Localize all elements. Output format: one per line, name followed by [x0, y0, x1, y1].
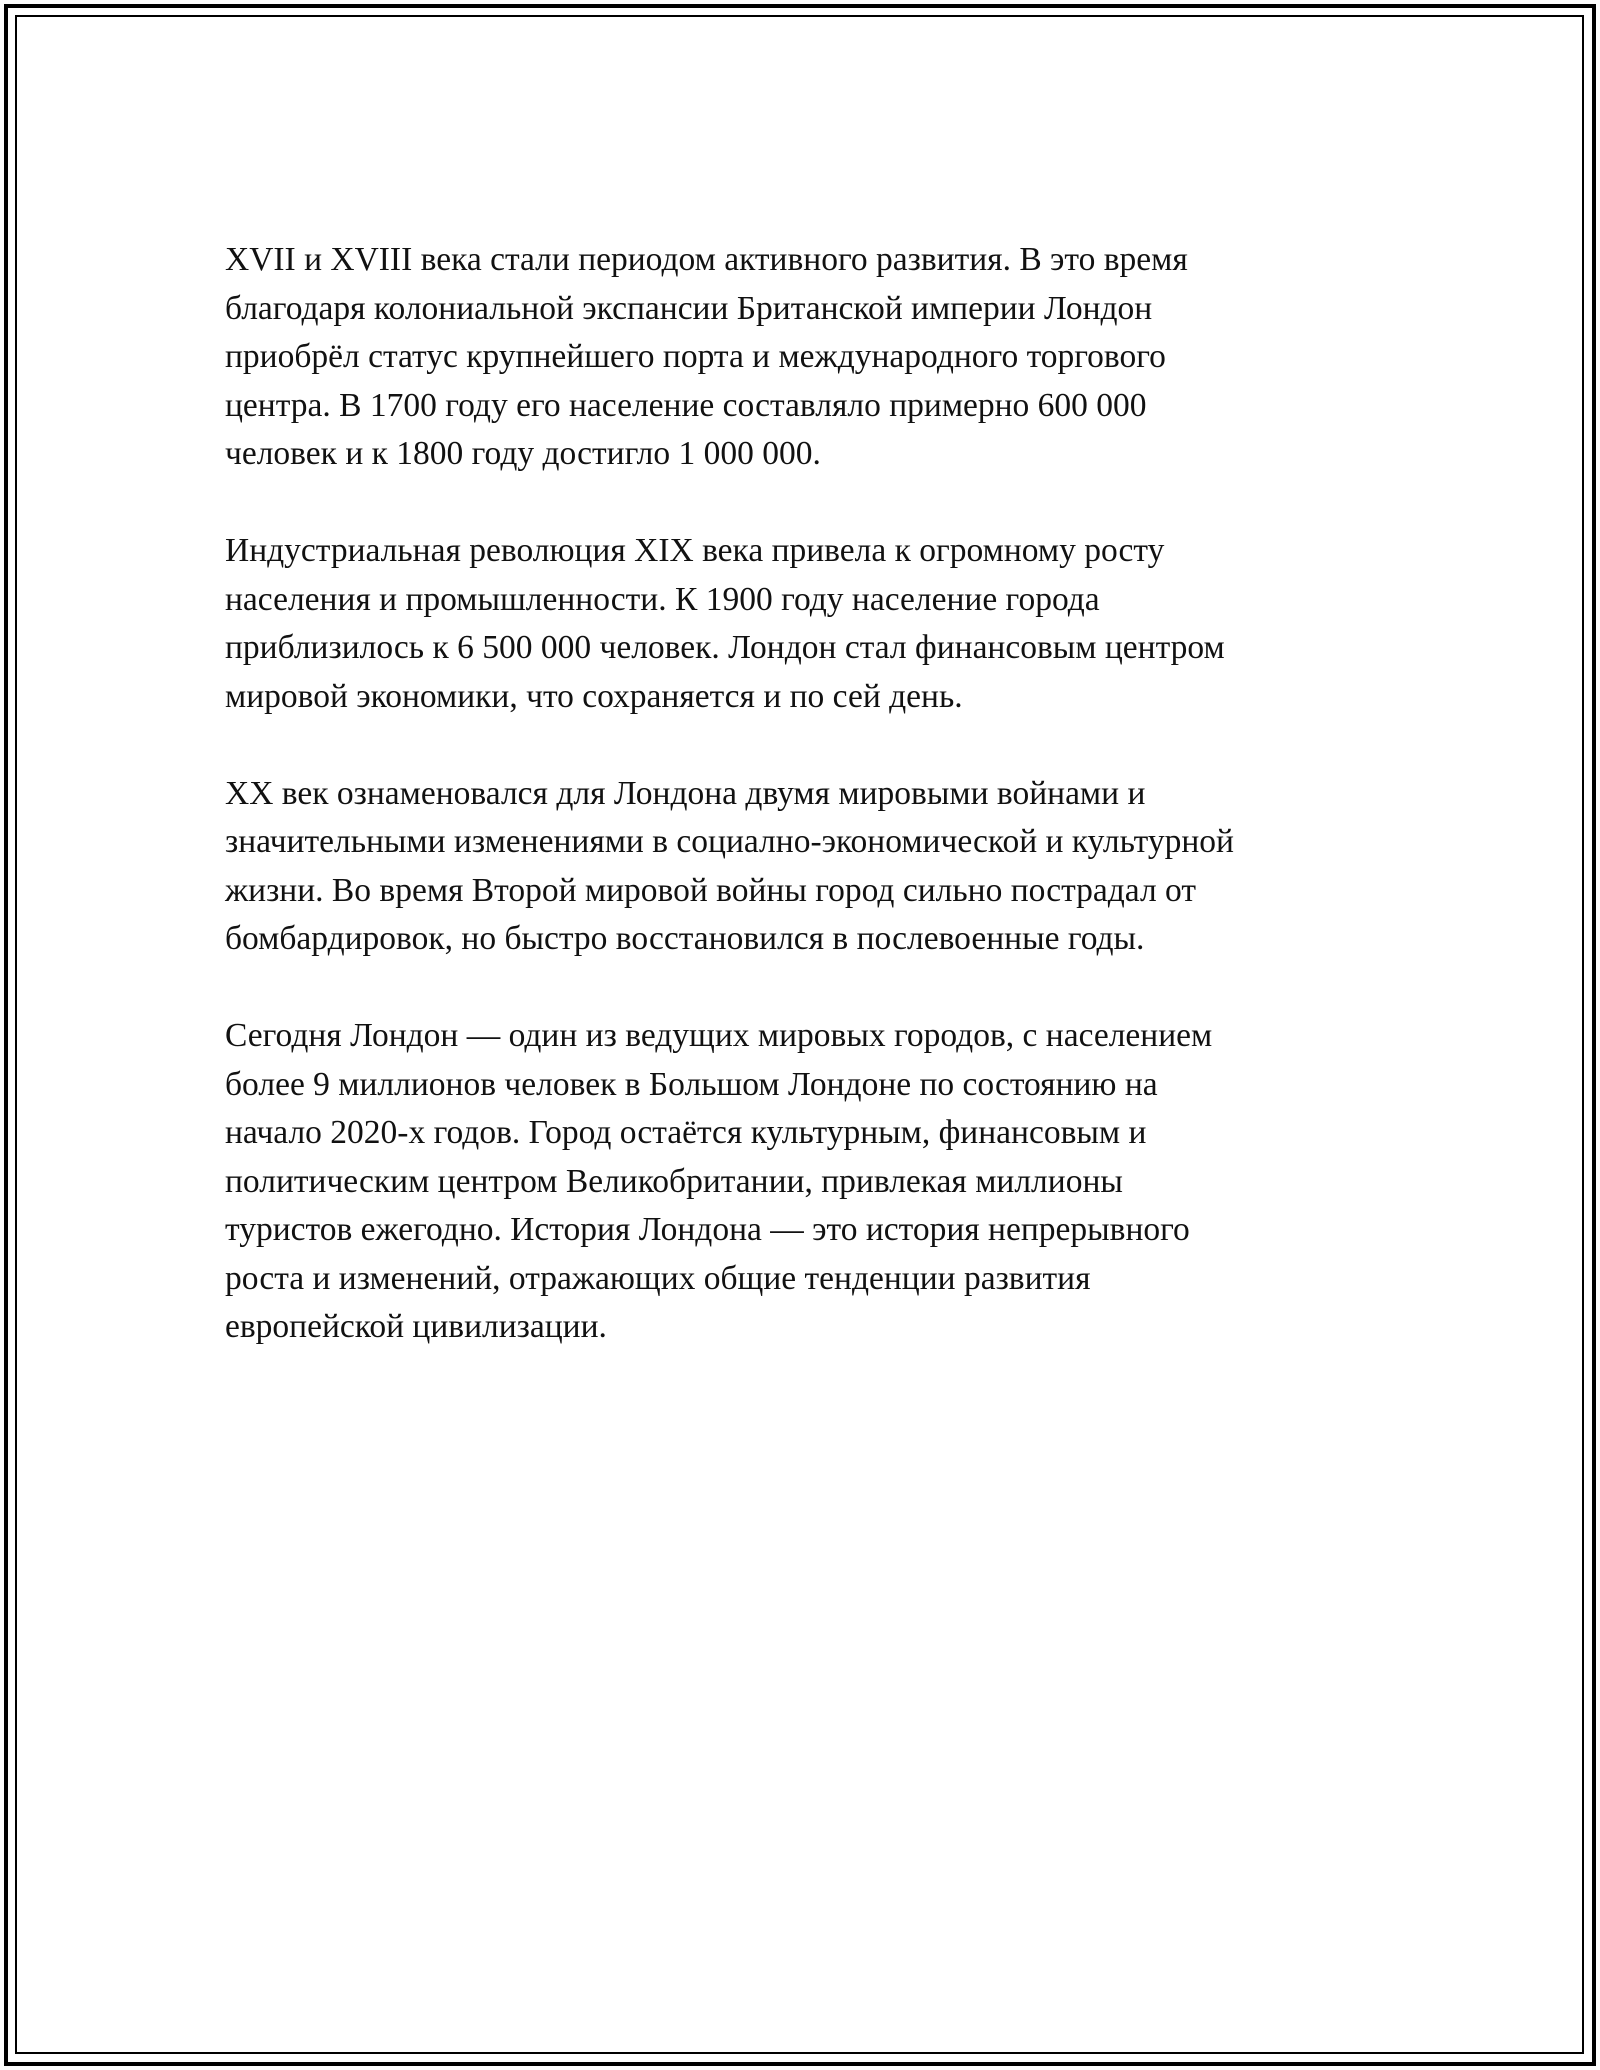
text-line: начало 2020-х годов. Город остаётся культурным, финансовым и [225, 1114, 1147, 1151]
text-line: центра. В 1700 году его население составляло примерно 600 000 [225, 386, 1147, 424]
text-line: благодаря колониальной экспансии Британской империи Лондон [225, 289, 1153, 327]
text-line: европейской цивилизации. [225, 1308, 607, 1345]
text-line: жизни. Во время Второй мировой войны город сильно пострадал от [225, 871, 1196, 909]
document-body [225, 236, 1375, 1400]
text-line: роста и изменений, отражающих общие тенденции развития [225, 1259, 1091, 1297]
text-line: XX век ознаменовался для Лондона двумя мировыми войнами и [225, 774, 1146, 812]
text-line: мировой экономики, что сохраняется и по сей день. [225, 677, 963, 715]
text-line: бомбардировок, но быстро восстановился в послевоенные годы. [225, 920, 1145, 957]
paragraph-1 [225, 236, 1375, 479]
text-line: более 9 миллионов человек в Большом Лондоне по состоянию на [225, 1065, 1158, 1103]
text-line: Индустриальная революция XIX века привела к огромному росту [225, 532, 1165, 569]
text-line: приобрёл статус крупнейшего порта и международного торгового [225, 338, 1166, 375]
text-line: XVII и XVIII века стали периодом активного развития. В это время [225, 241, 1188, 278]
text-line: политическим центром Великобритании, привлекая миллионы [225, 1162, 1123, 1200]
paragraph-3 [225, 770, 1375, 964]
paragraph-4 [225, 1012, 1375, 1352]
text-line: значительными изменениями в социално-экономической и культурной [225, 823, 1234, 860]
paragraph-2 [225, 527, 1375, 721]
text-line: человек и к 1800 году достигло 1 000 000. [225, 435, 821, 472]
text-line: населения и промышленности. К 1900 году население города [225, 580, 1100, 618]
text-line: Сегодня Лондон — один из ведущих мировых городов, с населением [225, 1017, 1213, 1054]
text-line: туристов ежегодно. История Лондона — это история непрерывного [225, 1211, 1190, 1248]
text-line: приблизилось к 6 500 000 человек. Лондон стал финансовым центром [225, 629, 1225, 666]
